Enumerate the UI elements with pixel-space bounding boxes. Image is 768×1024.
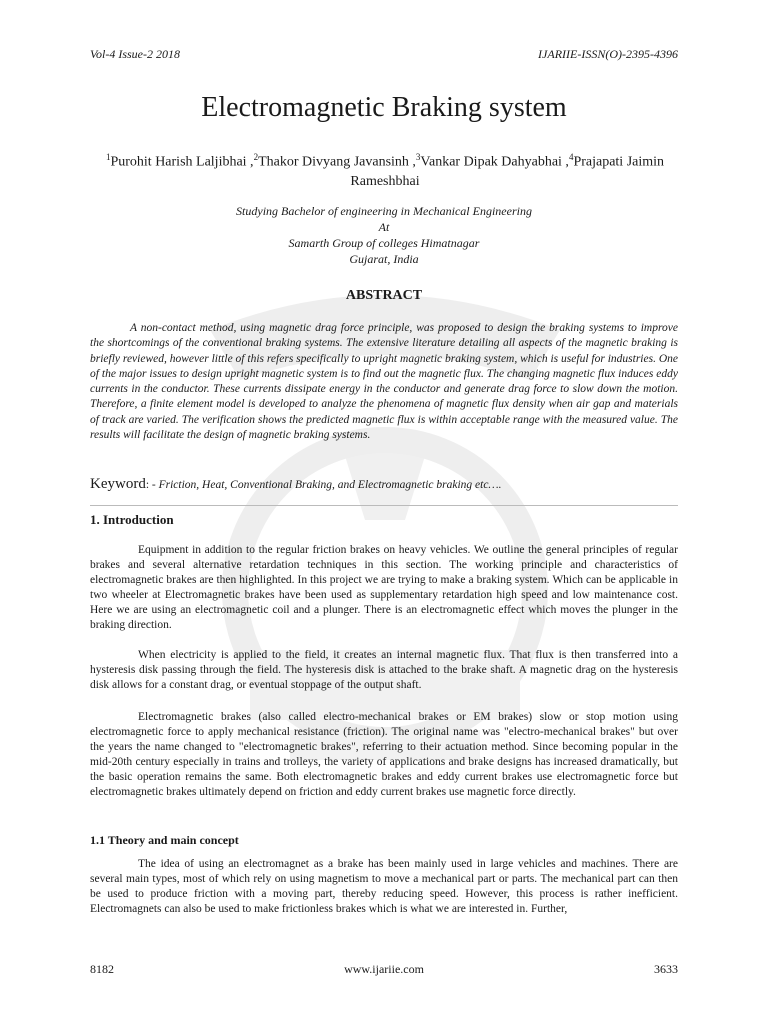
- intro-paragraph-3: Electromagnetic brakes (also called electro-mechanical brakes or EM brakes) slow or stop motion using electromagnetic force to apply mechanical resistance (friction). The original name was "electro-mechanical brakes" but over the years the name changed to "electromagnetic brakes", referring to their actuation method. Since becoming popular in the mid-20th century especially in trains and trolleys, the variety of applications and brake designs has increased dramatically, but the basic operation remains the same. Both electromagnetic brakes and eddy current brakes use electromagnetic force but electromagnetic brakes ultimately depend on friction and eddy current brakes use magnetic force directly.: [90, 711, 678, 799]
- keyword-label: Keyword: [90, 476, 146, 492]
- section-introduction-heading: 1. Introduction: [90, 512, 174, 527]
- journal-volume-header: Vol-4 Issue-2 2018: [90, 47, 180, 61]
- author-1: Purohit Harish Laljibhai ,: [110, 154, 254, 170]
- theory-paragraph-1: The idea of using an electromagnet as a brake has been mainly used in large vehicles and machines. There are several main types, most of which rely on using magnetism to move a mechanical part or parts. The mechanical part can then be used to produce friction with a moving part, thereby reducing speed. However, this process is rather inefficient. Electromagnets can also be used to make frictionless brakes which is what we are interested in. Further,: [90, 858, 678, 916]
- footer-paper-id: 8182: [90, 962, 114, 976]
- intro-paragraph-2: When electricity is applied to the field, it creates an internal magnetic flux. That flux is then transferred into a hysteresis disk passing through the field. The hysteresis disk is attached to the brake shaft. A magnetic drag on the hysteresis disk allows for a constant drag, or eventual stoppage of the output shaft.: [90, 649, 678, 692]
- footer-website: www.ijariie.com: [344, 962, 424, 976]
- author-4-index: 4: [568, 152, 574, 162]
- section-theory-heading: 1.1 Theory and main concept: [90, 833, 239, 847]
- keyword-text: Friction, Heat, Conventional Braking, and Electromagnetic braking etc….: [158, 479, 502, 491]
- intro-paragraph-1: Equipment in addition to the regular friction brakes on heavy vehicles. We outline the general principles of regular brakes and several alternative retardation techniques in this section. The working principle and characteristics of electromagnetic brakes are then highlighted. In this project we are trying to make a braking system. Which can be applicable in two wheeler at Electromagnetic brakes have been used as supplementary retardation high speed and low maintenance cost. Here we are using an electromagnetic coil and a plunger. There is an electromagnetic effect which moves the plunger in the braking direction.: [90, 544, 678, 632]
- affiliation-block: [0, 203, 768, 267]
- section-divider: [90, 505, 678, 506]
- author-4: Prajapati Jaimin Rameshbhai: [350, 154, 665, 189]
- abstract-text: A non-contact method, using magnetic drag force principle, was proposed to design the braking systems to improve the shortcomings of the conventional braking systems. The extensive literature detailing all aspects of the magnetic braking is briefly reviewed, however little of this refers specifically to upright magnetic braking system, which is useful for industries. One of the major issues to design upright magnetic system is to find out the magnetic flux. The changing magnetic flux induces eddy currents in the conductor. These currents dissipate energy in the conductor and generate drag force to slow down the motion. Therefore, a finite element model is developed to analyze the phenomena of magnetic flux density when air gap and materials of track are varied. The verification shows the predicted magnetic flux is within acceptable range with the measured value. The results will facilitate the design of magnetic braking systems.: [90, 322, 678, 442]
- author-list: [95, 148, 675, 191]
- affiliation-line-4: Gujarat, India: [349, 252, 419, 266]
- journal-issn-header: IJARIIE-ISSN(O)-2395-4396: [538, 47, 678, 61]
- author-1-index: 1: [105, 152, 111, 162]
- author-2: Thakor Divyang Javansinh ,: [258, 154, 416, 170]
- paper-title: Electromagnetic Braking system: [201, 92, 567, 123]
- author-3-index: 3: [415, 152, 421, 162]
- author-3: Vankar Dipak Dahyabhai ,: [420, 154, 569, 170]
- keyword-separator: : -: [145, 479, 159, 491]
- affiliation-line-3: Samarth Group of colleges Himatnagar: [288, 236, 480, 250]
- affiliation-line-2: At: [378, 220, 390, 234]
- affiliation-line-1: Studying Bachelor of engineering in Mechanical Engineering: [236, 204, 532, 218]
- keyword-line: [90, 476, 678, 493]
- abstract-heading: ABSTRACT: [345, 288, 423, 303]
- author-2-index: 2: [253, 152, 259, 162]
- footer-page-number: 3633: [654, 962, 678, 976]
